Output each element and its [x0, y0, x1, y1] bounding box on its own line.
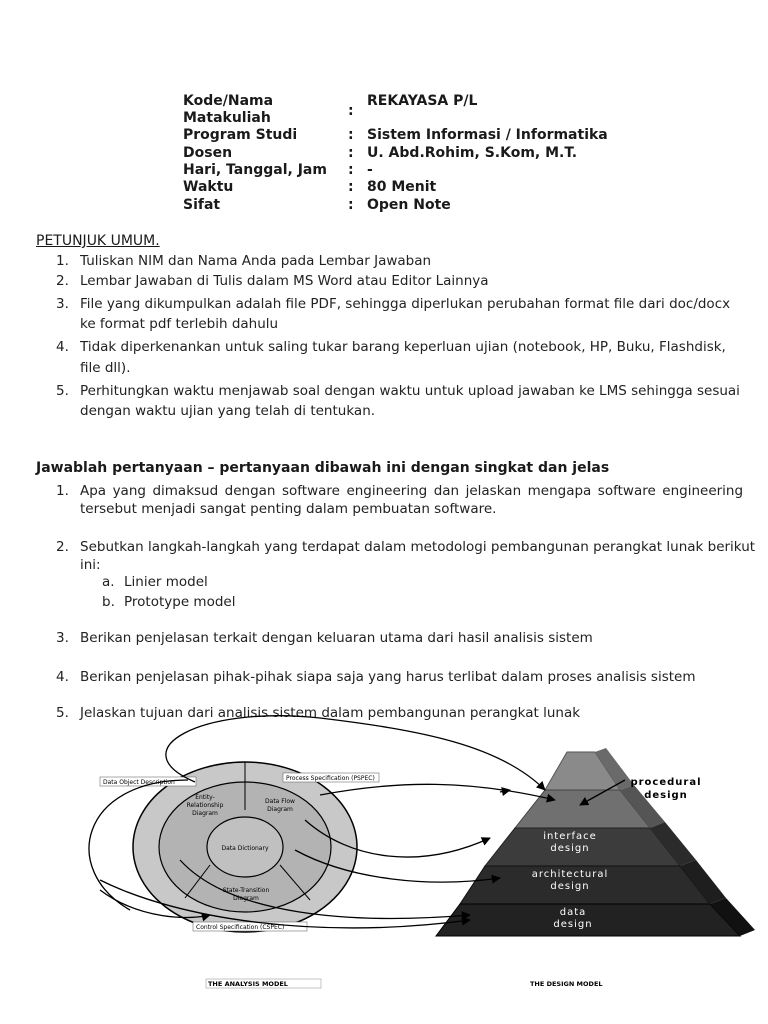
item-number: 2.	[56, 273, 69, 289]
header-colon: :	[348, 162, 354, 178]
std-label: State-Transition	[222, 887, 270, 894]
interface-design-label: interface	[543, 831, 597, 842]
procedural-design-label: procedural	[630, 777, 702, 788]
sub-item-text: Linier model	[124, 574, 208, 590]
item-number: 1.	[56, 483, 69, 499]
process-specification-label: Process Specification (PSPEC)	[286, 775, 375, 782]
header-label: Program Studi	[183, 127, 298, 143]
arrow-pspec-to-procedural	[320, 784, 555, 800]
procedural-design-label: design	[644, 790, 688, 801]
item-text: ke format pdf terlebih dahulu	[80, 316, 279, 332]
item-text: Perhitungkan waktu menjawab soal dengan waktu untuk upload jawaban ke LMS sehingga sesuai	[80, 383, 740, 399]
item-text: Berikan penjelasan pihak-pihak siapa saja yang harus terlibat dalam proses analisis sistem	[80, 669, 696, 685]
item-text: ini:	[80, 557, 101, 573]
interface-design-label: design	[550, 843, 590, 854]
architectural-design-label: design	[550, 881, 590, 892]
item-text: Jelaskan tujuan dari analisis sistem dalam pembangunan perangkat lunak	[80, 705, 581, 721]
header-value: U. Abd.Rohim, S.Kom, M.T.	[367, 145, 578, 161]
header-colon: :	[348, 103, 354, 119]
data-dictionary-label: Data Dictionary	[221, 845, 269, 852]
header-value: Sistem Informasi / Informatika	[367, 127, 608, 143]
sub-item-number: a.	[102, 574, 115, 590]
data-design-label: design	[553, 919, 593, 930]
architectural-design-label: architectural	[531, 869, 609, 880]
analysis-model	[100, 762, 379, 932]
dfd-label: Diagram	[267, 806, 293, 813]
header-value: -	[367, 162, 373, 178]
header-label: Waktu	[183, 179, 234, 195]
header-colon: :	[348, 145, 354, 161]
dfd-label: Data Flow	[265, 798, 295, 805]
design-model-caption: THE DESIGN MODEL	[530, 980, 603, 988]
item-number: 4.	[56, 339, 69, 355]
item-text: file dll).	[80, 360, 131, 376]
sub-item-text: Prototype model	[124, 594, 236, 610]
design-pyramid	[436, 748, 755, 936]
erd-label: Entity-	[195, 794, 215, 801]
item-number: 3.	[56, 296, 69, 312]
header-label: Sifat	[183, 197, 221, 213]
item-number: 4.	[56, 669, 69, 685]
data-object-description-label: Data Object Description	[103, 779, 175, 786]
item-text: Apa yang dimaksud dengan software engineering dan jelaskan mengapa software engineering	[80, 483, 744, 499]
item-number: 1.	[56, 253, 69, 269]
item-text: Sebutkan langkah-langkah yang terdapat dalam metodologi pembangunan perangkat lunak berikut	[80, 539, 756, 555]
item-number: 2.	[56, 539, 69, 555]
item-text: dengan waktu ujian yang telah di tentukan.	[80, 403, 376, 419]
item-number: 3.	[56, 630, 69, 646]
item-text: Tidak diperkenankan untuk saling tukar barang keperluan ujian (notebook, HP, Buku, Flashdisk,	[80, 339, 726, 355]
header-value: 80 Menit	[367, 179, 437, 195]
header-label: Matakuliah	[183, 110, 271, 126]
header-label: Dosen	[183, 145, 233, 161]
header-label: Kode/Nama	[183, 93, 274, 109]
header-value: REKAYASA P/L	[367, 93, 478, 109]
control-specification-label: Control Specification (CSPEC)	[196, 924, 285, 931]
analysis-design-diagram	[0, 710, 768, 1010]
instructions-title: PETUNJUK UMUM.	[36, 233, 160, 249]
std-label: Diagram	[233, 895, 259, 902]
item-text: Tuliskan NIM dan Nama Anda pada Lembar Jawaban	[80, 253, 432, 269]
item-number: 5.	[56, 383, 69, 399]
item-text: File yang dikumpulkan adalah file PDF, sehingga diperlukan perubahan format file dari doc/docx	[80, 296, 731, 312]
header-value: Open Note	[367, 197, 451, 213]
erd-label: Relationship	[186, 802, 224, 809]
item-text: Lembar Jawaban di Tulis dalam MS Word atau Editor Lainnya	[80, 273, 489, 289]
questions-title: Jawablah pertanyaan – pertanyaan dibawah ini dengan singkat dan jelas	[36, 460, 610, 476]
erd-label: Diagram	[192, 810, 218, 817]
header-colon: :	[348, 127, 354, 143]
analysis-model-caption: THE ANALYSIS MODEL	[208, 980, 288, 988]
header-label: Hari, Tanggal, Jam	[183, 162, 327, 178]
item-text: Berikan penjelasan terkait dengan keluaran utama dari hasil analisis sistem	[80, 630, 593, 646]
header-colon: :	[348, 197, 354, 213]
item-number: 5.	[56, 705, 69, 721]
item-text: tersebut menjadi sangat penting dalam pembuatan software.	[80, 501, 497, 517]
header-colon: :	[348, 179, 354, 195]
data-design-label: data	[559, 907, 587, 918]
sub-item-number: b.	[102, 594, 115, 610]
